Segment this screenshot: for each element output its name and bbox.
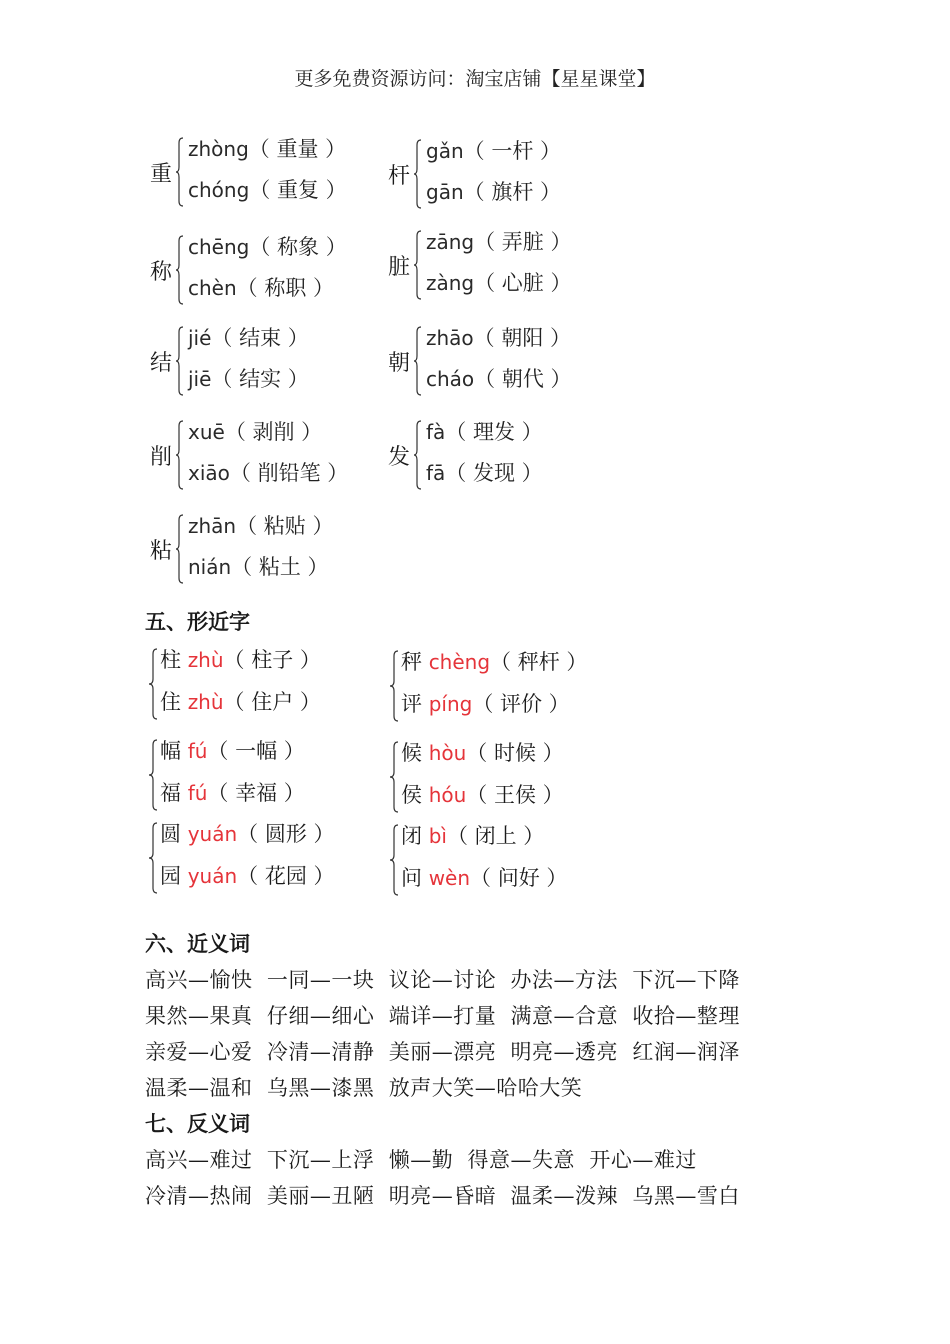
pinyin: yuán: [187, 822, 238, 846]
reading-line: [426, 267, 571, 297]
reading-line: [188, 231, 347, 261]
similar-line: [401, 737, 564, 767]
synonym-line: 高兴—愉快 一同—一块 议论—讨论 办法—方法 下沉—下降: [145, 968, 740, 992]
pinyin: fú: [187, 781, 208, 805]
example-word: （ 弄脏 ）: [474, 230, 572, 254]
reading-line: [188, 457, 348, 487]
brace-icon: [176, 137, 184, 207]
example-word: （ 朝代 ）: [474, 367, 572, 391]
pinyin: jiē: [188, 367, 212, 391]
polyphone-group: [150, 133, 370, 213]
brace-icon: [176, 514, 184, 584]
pinyin: xiāo: [188, 461, 230, 485]
polyphone-group: [150, 322, 370, 402]
example-word: （ 问好 ）: [470, 866, 568, 890]
character: 圆: [160, 822, 181, 846]
example-word: （ 剥削 ）: [224, 420, 323, 444]
polyphone-group: [388, 135, 608, 215]
synonym-line: 亲爱—心爱 冷清—清静 美丽—漂亮 明亮—透亮 红润—润泽: [145, 1040, 740, 1064]
pinyin: zāng: [426, 230, 475, 254]
reading-line: [188, 416, 322, 446]
example-word: （ 重量 ）: [248, 137, 347, 161]
similar-line: [160, 818, 335, 848]
pinyin: píng: [428, 692, 473, 716]
pinyin: chèn: [188, 276, 237, 300]
example-word: （ 称职 ）: [236, 276, 335, 300]
pinyin: gān: [426, 180, 464, 204]
reading-line: [426, 176, 561, 206]
example-word: （ 重复 ）: [249, 178, 347, 202]
pinyin: chèng: [428, 650, 491, 674]
polyphone-char: 脏: [388, 255, 411, 280]
brace-icon: [414, 420, 422, 490]
character: 幅: [160, 739, 181, 763]
example-word: （ 一杆 ）: [463, 139, 561, 163]
example-word: （ 心脏 ）: [474, 271, 572, 295]
polyphone-group: [388, 226, 608, 306]
pinyin: gǎn: [426, 139, 464, 163]
pinyin: fā: [426, 461, 446, 485]
similar-line: [401, 820, 544, 850]
reading-line: [426, 457, 543, 487]
similar-line: [160, 644, 321, 674]
section-heading: 五、形近字: [145, 609, 250, 634]
polyphone-char: 朝: [388, 351, 411, 376]
brace-icon: [148, 739, 158, 811]
brace-icon: [176, 420, 184, 490]
example-word: （ 理发 ）: [445, 420, 543, 444]
antonym-line: 高兴—难过 下沉—上浮 懒—勤 得意—失意 开心—难过: [145, 1148, 697, 1172]
character: 柱: [160, 648, 181, 672]
brace-icon: [176, 235, 184, 305]
example-word: （ 王侯 ）: [466, 783, 564, 807]
pinyin: zhù: [187, 648, 224, 672]
similar-line: [401, 862, 567, 892]
polyphone-group: [150, 416, 370, 496]
pinyin: jié: [188, 326, 212, 350]
character: 住: [160, 690, 181, 714]
synonym-line: 温柔—温和 乌黑—漆黑 放声大笑—哈哈大笑: [145, 1076, 583, 1100]
character: 秤: [401, 650, 422, 674]
pinyin: hóu: [428, 783, 467, 807]
character: 闭: [401, 824, 422, 848]
similar-char-group: [389, 737, 629, 817]
polyphone-char: 削: [150, 445, 173, 470]
brace-icon: [389, 650, 399, 722]
reading-line: [426, 135, 561, 165]
brace-icon: [414, 326, 422, 396]
example-word: （ 一幅 ）: [207, 739, 305, 763]
brace-icon: [414, 139, 422, 209]
example-word: （ 住户 ）: [223, 690, 321, 714]
polyphone-char: 结: [150, 351, 173, 376]
similar-line: [160, 860, 335, 890]
example-word: （ 闭上 ）: [446, 824, 545, 848]
character: 评: [401, 692, 422, 716]
pinyin: fú: [187, 739, 208, 763]
pinyin: zhāo: [426, 326, 474, 350]
reading-line: [426, 363, 572, 393]
character: 园: [160, 864, 181, 888]
pinyin: bì: [428, 824, 447, 848]
brace-icon: [148, 822, 158, 894]
similar-char-group: [389, 646, 629, 726]
pinyin: fà: [426, 420, 446, 444]
example-word: （ 旗杆 ）: [463, 180, 561, 204]
polyphone-char: 粘: [150, 539, 173, 564]
pinyin: chēng: [188, 235, 250, 259]
pinyin: xuē: [188, 420, 225, 444]
similar-line: [401, 688, 570, 718]
pinyin: zhān: [188, 514, 237, 538]
pinyin: nián: [188, 555, 232, 579]
reading-line: [188, 510, 333, 540]
polyphone-group: [388, 322, 608, 402]
section-heading: 六、近义词: [145, 931, 250, 956]
similar-char-group: [389, 820, 629, 900]
similar-line: [401, 646, 587, 676]
brace-icon: [176, 326, 184, 396]
character: 侯: [401, 783, 422, 807]
reading-line: [188, 363, 309, 393]
pinyin: cháo: [426, 367, 475, 391]
reading-line: [426, 416, 543, 446]
brace-icon: [389, 824, 399, 896]
reading-line: [188, 133, 346, 163]
example-word: （ 发现 ）: [445, 461, 543, 485]
example-word: （ 评价 ）: [472, 692, 570, 716]
polyphone-group: [388, 416, 608, 496]
pinyin: chóng: [188, 178, 250, 202]
pinyin: hòu: [428, 741, 467, 765]
pinyin: yuán: [187, 864, 238, 888]
example-word: （ 结束 ）: [211, 326, 309, 350]
similar-char-group: [148, 644, 378, 724]
reading-line: [426, 226, 571, 256]
brace-icon: [389, 741, 399, 813]
similar-char-group: [148, 818, 378, 898]
reading-line: [188, 551, 329, 581]
pinyin: zhòng: [188, 137, 249, 161]
polyphone-group: [150, 231, 370, 311]
example-word: （ 圆形 ）: [237, 822, 335, 846]
example-word: （ 花园 ）: [237, 864, 335, 888]
example-word: （ 朝阳 ）: [473, 326, 572, 350]
character: 问: [401, 866, 422, 890]
similar-line: [160, 686, 321, 716]
example-word: （ 称象 ）: [249, 235, 347, 259]
example-word: （ 粘贴 ）: [236, 514, 334, 538]
character: 候: [401, 741, 422, 765]
section-heading: 七、反义词: [145, 1111, 250, 1136]
pinyin: zàng: [426, 271, 475, 295]
example-word: （ 秤杆 ）: [490, 650, 588, 674]
reading-line: [188, 174, 347, 204]
similar-char-group: [148, 735, 378, 815]
example-word: （ 削铅笔 ）: [229, 461, 349, 485]
polyphone-char: 重: [150, 162, 173, 187]
character: 福: [160, 781, 181, 805]
example-word: （ 幸福 ）: [207, 781, 305, 805]
brace-icon: [414, 230, 422, 300]
brace-icon: [148, 648, 158, 720]
synonym-line: 果然—果真 仔细—细心 端详—打量 满意—合意 收拾—整理: [145, 1004, 740, 1028]
reading-line: [188, 272, 334, 302]
reading-line: [188, 322, 309, 352]
polyphone-group: [150, 510, 370, 590]
polyphone-char: 发: [388, 445, 411, 470]
similar-line: [401, 779, 564, 809]
similar-line: [160, 735, 305, 765]
reading-line: [426, 322, 571, 352]
similar-line: [160, 777, 305, 807]
page-header: 更多免费资源访问：淘宝店铺【星星课堂】: [294, 68, 656, 90]
example-word: （ 结实 ）: [211, 367, 309, 391]
antonym-line: 冷清—热闹 美丽—丑陋 明亮—昏暗 温柔—泼辣 乌黑—雪白: [145, 1184, 740, 1208]
pinyin: wèn: [428, 866, 471, 890]
polyphone-char: 称: [150, 260, 173, 285]
example-word: （ 柱子 ）: [223, 648, 321, 672]
example-word: （ 时候 ）: [466, 741, 564, 765]
pinyin: zhù: [187, 690, 224, 714]
example-word: （ 粘土 ）: [231, 555, 329, 579]
polyphone-char: 杆: [388, 164, 411, 189]
